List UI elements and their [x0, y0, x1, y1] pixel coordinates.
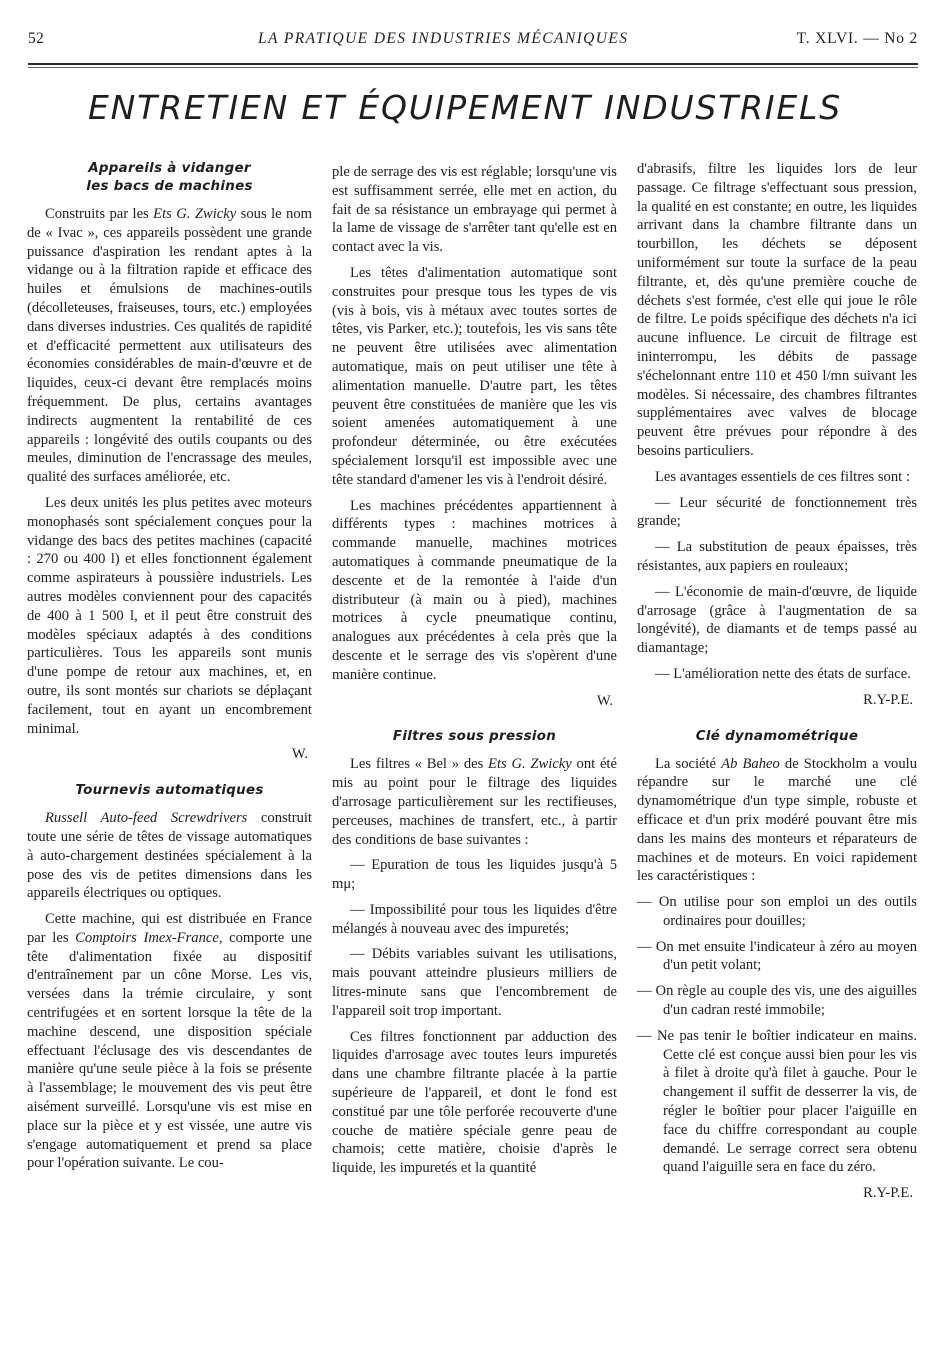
- list-item: — On met ensuite l'indicateur à zéro au moyen d'un petit volant;: [637, 938, 917, 974]
- text-run: construit toute une série de têtes de vissage automatiques à auto-chargement destinées spécialement à la pose des vis de petites dimensions dans les appareils électriques ou optiques.: [27, 810, 312, 902]
- text-run: La société: [655, 755, 722, 772]
- volume-number: T. XLVI. — No 2: [796, 30, 918, 47]
- page-number: 52: [28, 30, 45, 47]
- list-item: — La substitution de peaux épaisses, très résistantes, aux papiers en rouleaux;: [637, 539, 917, 574]
- company-name: Russell Auto-feed Screwdrivers: [45, 810, 248, 827]
- text-run: ont été mis au point pour le filtrage des liquides d'arrosage particulièrement sur les rectifieuses, perceuses, machines de transfert, etc., à partir des conditions de base suivantes :: [332, 756, 617, 848]
- list-item: — Débits variables suivant les utilisations, mais pouvant atteindre plusieurs milliers de litres-minute sans que l'encombrement de l'appareil soit trop important.: [332, 946, 617, 1019]
- header-rule: [28, 63, 918, 65]
- list-item: — Ne pas tenir le boîtier indicateur en mains. Cette clé est conçue aussi bien pour les vis à filet à droite qu'à filet à gauche. Pour le changement il suffit de desserrer la vis, de régler le boîtier pour placer l'aiguille en face du chiffre correspondant au couple demandé. Le serrage correct sera obtenu quand l'aiguille sera en face du zéro.: [637, 1027, 917, 1176]
- text-run: Les filtres « Bel » des: [350, 756, 489, 773]
- company-name: Comptoirs Imex-France: [75, 929, 219, 946]
- section-title: ENTRETIEN ET ÉQUIPEMENT INDUSTRIELS: [88, 88, 842, 127]
- paragraph: [27, 809, 312, 903]
- text-run: , comporte une tête d'alimentation fixée au dispositif d'entraînement par un cône Morse. Les vis, versées dans la trémie circulaire, y sont centrifugées et en sortent lorsque la tête de la machine descend, une disposition spéciale effectuant l'éclusage des vis descendantes de manière qu'une seule pièce à la fois se présente à l'assemblage; le mouvement des vis peut être aisément surveillé. Lorsqu'une vis est mise en place sur la pièce et y est vissée, une autre vis s'engage automatiquement et prend sa place pour l'opération suivante. Le cou-: [27, 929, 312, 1172]
- article-heading-cle: Clé dynamométrique: [695, 728, 859, 744]
- list-item: — L'économie de main-d'œuvre, de liquide d'arrosage (grâce à l'augmentation de sa longévité), de diamants et de temps passé au diamantage;: [637, 583, 917, 657]
- signature: W.: [596, 692, 613, 709]
- text-run: de Stockholm a voulu répandre sur le marché une clé dynamométrique d'un type simple, robuste et efficace et d'un prix modéré pouvant être mis dans les mains des monteurs et réparateurs de machines et de moteurs. En voici rapidement les caractéristiques :: [637, 755, 917, 885]
- company-name: Ets G. Zwicky: [153, 206, 237, 222]
- article-heading-vidanger: Appareils à vidanger les bacs de machines: [86, 161, 253, 194]
- column-2: [332, 163, 617, 1185]
- paragraph: Les deux unités les plus petites avec moteurs monophasés sont spécialement conçues pour la vidange des bacs des petites machines (capacité : 270 ou 400 l) et elles fonctionnent également comme aspirateurs à poussière industriels. Les autres modèles conviennent pour des capacités de 400 à 1 500 l, et il peut être construit des modèles spéciaux adaptés à des conditions particulières. Tous les appareils sont munis d'une pompe de retour aux machines, et, en outre, ils sont montés sur chariots se déplaçant facilement, tout en ayant un encombrement minimal.: [27, 494, 312, 737]
- paragraph: [332, 755, 617, 849]
- column-1: [27, 160, 312, 1180]
- text-run: sous le nom de « Ivac », ces appareils possèdent une grande puissance d'aspiration les rendant aptes à la vidange ou à la filtration rapide et efficace des huiles et émulsions de machines-outils (décolleteuses, fraiseuses, tours, etc.) employées dans diverses industries. Ces qualités de rapidité et d'efficacité permettent aux utilisateurs des économies considérables de main-d'œuvre et de liquides, ceux-ci devant être remplacés moins fréquemment. De plus, certains avantages indirects augmentent la rentabilité de ces appareils : longévité des outils coupants ou des meules, diminution de l'encrassage des meules, qualité des surfaces améliorée, etc.: [27, 206, 312, 486]
- company-name: Ets G. Zwicky: [488, 756, 572, 773]
- signature: R.Y-P.E.: [863, 691, 913, 708]
- company-name: Ab Baheo: [721, 755, 780, 772]
- list-item: — Epuration de tous les liquides jusqu'à 5 mμ;: [332, 857, 617, 893]
- paragraph: [27, 205, 312, 487]
- paragraph: Les machines précédentes appartiennent à différents types : machines motrices à commande manuelle, machines motrices automatiques à commande pneumatique de la descente et de la remontée à l'aide d'un distributeur (à main ou à pied), machines motrices à cycle pneumatique continu, analogues aux précédentes à cela près que la descente et le serrage des vis s'opèrent d'une manière continue.: [332, 497, 617, 683]
- paragraph: Les avantages essentiels de ces filtres sont :: [655, 468, 910, 485]
- paragraph: [27, 910, 312, 1173]
- list-item: — Impossibilité pour tous les liquides d'être mélangés à nouveau avec des impuretés;: [332, 901, 617, 937]
- signature: W.: [291, 746, 308, 763]
- list-item: — On règle au couple des vis, une des aiguilles d'un cadran resté immobile;: [637, 983, 917, 1019]
- paragraph: d'abrasifs, filtre les liquides lors de leur passage. Ce filtrage s'effectuant sous pression, la qualité en est constante; en outre, les liquides arrivant dans la chambre filtrante dans un tourbillon, les déchets se déposent uniformément sur toute la surface de la peau filtrante, et, dès qu'une première couche de déchets s'est formée, c'est elle qui joue le rôle de filtre. Le poids spécifique des déchets n'a ici aucune influence. Le circuit de filtrage est ininterrompu, les débits de passage s'échelonnant entre 110 et 450 l/mn suivant les modèles. Si nécessaire, des chambres filtrantes supplémentaires avec valves de blocage peuvent être prévues pour répondre à des besoins particuliers.: [637, 161, 917, 459]
- paragraph: [637, 755, 917, 887]
- article-heading-filtres: Filtres sous pression: [392, 729, 557, 745]
- article-heading-tournevis: Tournevis automatiques: [75, 783, 264, 799]
- list-item: — L'amélioration nette des états de surface.: [655, 665, 911, 682]
- text-run: Construits par les: [45, 206, 154, 222]
- list-item: — Leur sécurité de fonctionnement très grande;: [637, 494, 917, 530]
- paragraph: Les têtes d'alimentation automatique sont construites pour presque tous les types de vis (vis à bois, vis à métaux avec toutes sortes de têtes, vis Parker, etc.); toutefois, les vis sans tête ne peuvent être utilisées avec alimentation automatique, mais on peut utiliser une tête à alimentation manuelle. D'autre part, les têtes peuvent être constituées de manière que les vis soient amenées automatiquement à une profondeur déterminée, ou être exécutées spécialement lorsqu'il est impossible avec une tête standard d'amener les vis à l'endroit désiré.: [332, 264, 617, 488]
- signature: R.Y-P.E.: [863, 1185, 913, 1202]
- running-header: [28, 30, 918, 54]
- column-3: [637, 160, 917, 1221]
- paragraph: Ces filtres fonctionnent par adduction des liquides d'arrosage avec toutes leurs impuretés dans une chambre filtrante placée à la partie supérieure de l'appareil, et dont le fond est constitué par une tôle perforée recouverte d'une couche de matière spéciale genre peau de chamois; cette matière, choisie d'après le liquide, les impuretés et la quantité: [332, 1028, 617, 1177]
- list-item: — On utilise pour son emploi un des outils ordinaires pour douilles;: [637, 894, 917, 929]
- text-run: Cette machine, qui est distribuée en France par les: [27, 911, 312, 946]
- header-rule-thin: [28, 67, 918, 68]
- paragraph: ple de serrage des vis est réglable; lorsqu'une vis est suffisamment serrée, elle met en action, du fait de sa résistance un embrayage qui permet à la lame de vissage de s'arrêter tant qu'elle est en contact avec la vis.: [332, 164, 617, 256]
- journal-title: LA PRATIQUE DES INDUSTRIES MÉCANIQUES: [258, 30, 629, 47]
